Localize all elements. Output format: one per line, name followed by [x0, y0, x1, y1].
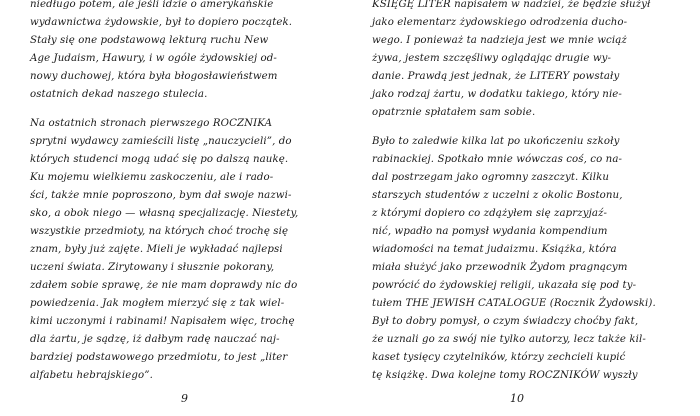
text-line: sko, a obok niego — własną specjalizację. Niestety,	[30, 208, 299, 219]
text-line: zdałem sobie sprawę, że nie mam doprawdy nic do	[30, 280, 298, 291]
text-line: danie. Prawdą jest jednak, że LITERY powstały	[372, 71, 620, 82]
text-line: dal postrzegam jako ogromny zaszczyt. Kilku	[372, 172, 610, 183]
text-line: znam, były już zajęte. Mieli je wykładać najlepsi	[30, 244, 283, 255]
text-line: wszystkie przedmioty, na których choć trochę się	[30, 226, 289, 237]
text-line: miała służyć jako przewodnik Żydom pragnącym	[372, 262, 628, 273]
text-line: ostatnich dekad naszego stulecia.	[30, 89, 208, 100]
text-line: tułem THE JEWISH CATALOGUE (Rocznik Żydowski).	[372, 298, 656, 309]
text-line: rabinackiej. Spotkało mnie wówczas coś, co na-	[372, 154, 623, 165]
page-number: 10	[510, 392, 524, 405]
text-line: nowy duchowej, która była błogosławieństwem	[30, 71, 278, 82]
text-line: starszych studentów z uczelni z okolic Bostonu,	[372, 190, 623, 201]
text-line: opatrznie spłatałem sam sobie.	[372, 107, 536, 118]
text-line: Age Judaism, Hawury, i w ogóle żydowskiej od-	[30, 53, 277, 64]
text-line: jako elementarz żydowskiego odrodzenia ducho-	[372, 17, 628, 28]
text-line: sprytni wydawcy zamieścili listę „nauczycieli”, do	[30, 136, 292, 147]
text-line: z którymi dopiero co zdążyłem się zaprzyjaź-	[372, 208, 608, 219]
left-page	[0, 0, 330, 416]
text-line: dla żartu, je sądzę, iż dałbym radę nauczać naj-	[30, 334, 280, 345]
text-line: bardziej podstawowego przedmiotu, to jest „liter	[30, 352, 288, 363]
text-line: powiedzenia. Jak mogłem mierzyć się z tak wiel-	[30, 298, 285, 309]
text-line: alfabetu hebrajskiego”.	[30, 370, 153, 381]
text-line: KSIĘGĘ LITER napisałem w nadziei, że będzie służył	[372, 0, 651, 10]
text-line: wego. I ponieważ ta nadzieja jest we mnie wciąż	[372, 35, 627, 46]
text-line: tę książkę. Dwa kolejne tomy ROCZNIKÓW wyszły	[372, 370, 638, 381]
text-line: Był to dobry pomysł, o czym świadczy choćby fakt,	[372, 316, 639, 327]
text-line: Stały się one podstawową lekturą ruchu New	[30, 35, 269, 46]
text-line: kaset tysięcy czytelników, którzy zechcieli kupić	[372, 352, 626, 363]
text-line: że uznali go za swój nie tylko autorzy, lecz także kil-	[372, 334, 646, 345]
text-line: powrócić do żydowskiej religii, ukazała się pod ty-	[372, 280, 637, 291]
text-line: kimi uczonymi i rabinami! Napisałem więc, trochę	[30, 316, 295, 327]
text-line: Ku mojemu wielkiemu zaskoczeniu, ale i rado-	[30, 172, 274, 183]
text-line: Było to zaledwie kilka lat po ukończeniu szkoły	[372, 136, 620, 147]
text-line: uczeni świata. Zirytowany i słusznie pokorany,	[30, 262, 275, 273]
text-line: Na ostatnich stronach pierwszego ROCZNIKA	[30, 118, 273, 129]
page-number: 9	[181, 392, 188, 405]
text-line: których studenci mogą udać się po dalszą naukę.	[30, 154, 289, 165]
text-line: żywa, jestem szczęśliwy oglądając drugie wy-	[372, 53, 612, 64]
text-line: jako rodzaj żartu, w dodatku takiego, który nie-	[372, 89, 622, 100]
text-line: nić, wpadło na pomysł wydania kompendium	[372, 226, 608, 237]
right-page	[350, 0, 680, 416]
text-line: ści, także mnie poproszono, bym dał swoje nazwi-	[30, 190, 292, 201]
text-line: wiadomości na temat judaizmu. Książka, która	[372, 244, 617, 255]
text-line: wydawnictwa żydowskie, był to dopiero początek.	[30, 17, 293, 28]
text-line: niedługo potem, ale jeśli idzie o amerykańskie	[30, 0, 274, 10]
